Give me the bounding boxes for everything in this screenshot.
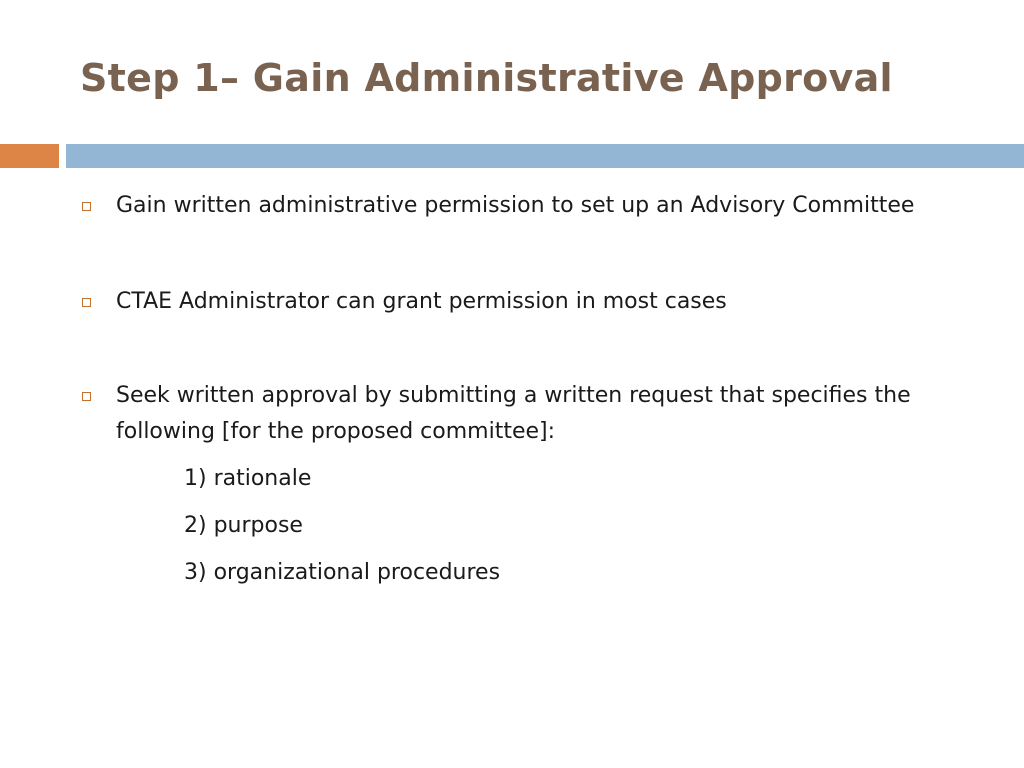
sub-list-item: 2) purpose [184, 513, 303, 538]
bullet-item [80, 284, 980, 320]
sub-list-item: 3) organizational procedures [184, 560, 501, 585]
bullet-item [80, 188, 980, 224]
title-accent-bar-orange [0, 144, 59, 168]
slide-body [80, 188, 980, 591]
bullet-text: Gain written administrative permission to set up an Advisory Committee [116, 193, 915, 218]
slide-title: Step 1– Gain Administrative Approval [80, 56, 893, 100]
hollow-square-bullet-icon [82, 392, 91, 401]
hollow-square-bullet-icon [82, 298, 91, 307]
bullet-text: Seek written approval by submitting a written request that specifies the following [for the proposed committee]: [116, 383, 911, 444]
bullet-item [80, 378, 980, 450]
bullet-text: CTAE Administrator can grant permission in most cases [116, 289, 727, 314]
hollow-square-bullet-icon [82, 202, 91, 211]
sub-list-item: 1) rationale [184, 466, 312, 491]
title-accent-bar-blue [66, 144, 1024, 168]
